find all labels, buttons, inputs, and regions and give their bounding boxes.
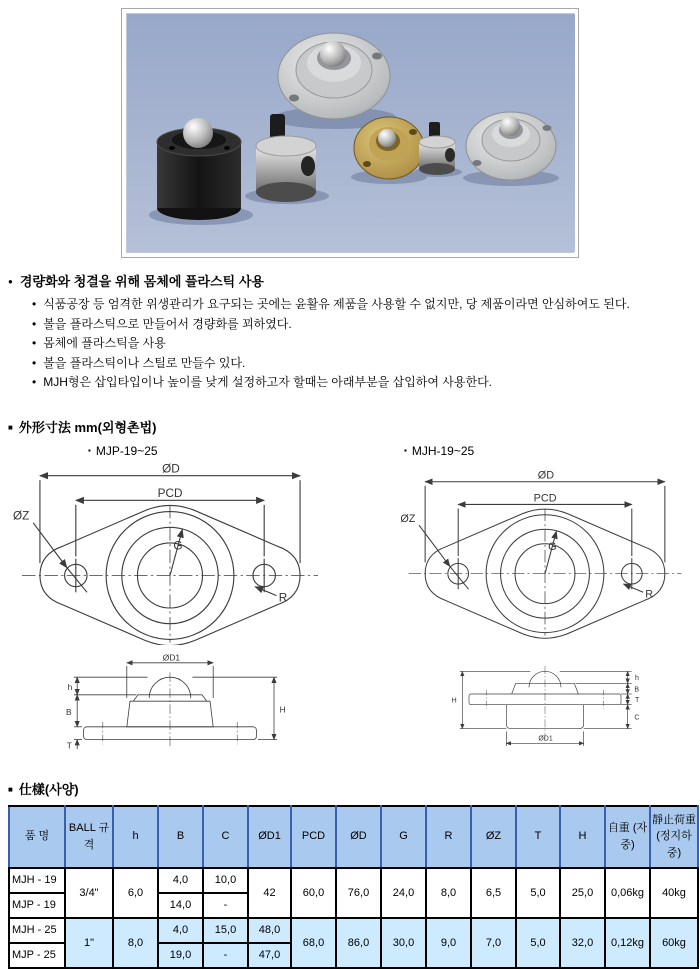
col-header-c: C bbox=[203, 806, 248, 868]
cell-hh: 25,0 bbox=[560, 868, 605, 918]
cell-h: 6,0 bbox=[113, 868, 158, 918]
dim-h-total-label: H bbox=[279, 703, 286, 714]
cell-h: 8,0 bbox=[113, 918, 158, 968]
mjh-top-view-drawing bbox=[390, 460, 700, 645]
cell-weight: 0,12kg bbox=[605, 918, 650, 968]
mjp-side-view-drawing bbox=[0, 650, 340, 750]
cell-d1: 42 bbox=[248, 868, 291, 918]
cell-name: MJH - 19 bbox=[9, 868, 65, 893]
product-photo bbox=[126, 13, 574, 253]
flange-unit-large bbox=[278, 33, 390, 119]
dim-g-label: G bbox=[548, 540, 557, 553]
product-photo-frame bbox=[121, 8, 579, 258]
cell-t: 5,0 bbox=[516, 868, 560, 918]
dim-r-label: R bbox=[278, 590, 288, 604]
table-row bbox=[9, 918, 698, 943]
col-header-h: h bbox=[113, 806, 158, 868]
cell-load: 40kg bbox=[650, 868, 698, 918]
col-header-od: ØD bbox=[336, 806, 381, 868]
ball-transfer-units-photo bbox=[127, 14, 575, 252]
cell-b: 4,0 bbox=[158, 918, 203, 943]
drawing-label-mjh: ▪ MJH-19~25 bbox=[350, 444, 700, 458]
cell-c: - bbox=[203, 943, 248, 968]
cell-d1: 48,0 bbox=[248, 918, 291, 943]
mjp-drawing-column bbox=[0, 460, 350, 755]
dim-h-label: h bbox=[67, 681, 73, 692]
col-header-oz: ØZ bbox=[471, 806, 516, 868]
mjp-top-view-drawing bbox=[0, 460, 340, 645]
col-header-r: R bbox=[426, 806, 471, 868]
dim-h-total-label: H bbox=[451, 697, 457, 705]
cell-g: 24,0 bbox=[381, 868, 426, 918]
dim-h-label: h bbox=[635, 674, 639, 682]
feature-item: • 몸체에 플라스틱을 사용 bbox=[32, 334, 700, 354]
col-header-t: T bbox=[516, 806, 560, 868]
dim-od-label: ØD bbox=[162, 461, 180, 475]
mjh-side-view-drawing bbox=[390, 650, 700, 750]
cell-b: 4,0 bbox=[158, 868, 203, 893]
flange-unit-right bbox=[466, 112, 556, 180]
feature-item: • 식품공장 등 엄격한 위생관리가 요구되는 곳에는 윤활유 제품을 사용할 수 없지만, 당 제품이라면 안심하여도 된다. bbox=[32, 295, 700, 315]
table-row bbox=[9, 868, 698, 893]
dim-pcd-label: PCD bbox=[157, 486, 183, 500]
cell-pcd: 68,0 bbox=[291, 918, 336, 968]
col-header-od1: ØD1 bbox=[248, 806, 291, 868]
col-header-g: G bbox=[381, 806, 426, 868]
cell-g: 30,0 bbox=[381, 918, 426, 968]
cell-ball: 3/4" bbox=[65, 868, 113, 918]
cell-name: MJP - 25 bbox=[9, 943, 65, 968]
dim-r-label: R bbox=[645, 587, 654, 600]
cell-d: 76,0 bbox=[336, 868, 381, 918]
ball bbox=[500, 116, 520, 136]
cell-z: 6,5 bbox=[471, 868, 516, 918]
dim-od1-label: ØD1 bbox=[538, 735, 553, 743]
cell-b: 19,0 bbox=[158, 943, 203, 968]
cell-b: 14,0 bbox=[158, 893, 203, 918]
col-header-b: B bbox=[158, 806, 203, 868]
feature-section bbox=[8, 271, 700, 393]
col-header-name: 품 명 bbox=[9, 806, 65, 868]
feature-title: ● 경량화와 청결을 위해 몸체에 플라스틱 사용 bbox=[8, 271, 700, 290]
ball bbox=[183, 118, 213, 148]
dim-b-label: B bbox=[634, 685, 640, 693]
dim-t-label: T bbox=[66, 739, 72, 750]
dim-g-label: G bbox=[173, 539, 183, 553]
cell-c: 15,0 bbox=[203, 918, 248, 943]
cell-d1: 47,0 bbox=[248, 943, 291, 968]
cell-c: - bbox=[203, 893, 248, 918]
ball bbox=[320, 41, 346, 67]
col-header-weight: 自重 (자중) bbox=[605, 806, 650, 868]
dim-pcd-label: PCD bbox=[533, 491, 557, 504]
dim-b-label: B bbox=[66, 706, 72, 717]
feature-item: • 볼을 플라스틱으로 만들어서 경량화를 꾀하였다. bbox=[32, 315, 700, 335]
cell-ball: 1" bbox=[65, 918, 113, 968]
brass-flange-unit bbox=[354, 117, 424, 179]
col-header-load: 靜止荷重 (정지하중) bbox=[650, 806, 698, 868]
ball bbox=[378, 129, 396, 147]
drawings-row bbox=[0, 460, 700, 755]
dim-od-label: ØD bbox=[537, 469, 555, 482]
cell-r: 8,0 bbox=[426, 868, 471, 918]
cell-name: MJH - 25 bbox=[9, 918, 65, 943]
cell-weight: 0,06kg bbox=[605, 868, 650, 918]
spec-table bbox=[8, 805, 699, 969]
black-cylinder-unit bbox=[157, 118, 241, 220]
cell-name: MJP - 19 bbox=[9, 893, 65, 918]
drawing-labels bbox=[0, 444, 700, 458]
cell-pcd: 60,0 bbox=[291, 868, 336, 918]
dim-t-label: T bbox=[635, 696, 640, 704]
col-header-hh: H bbox=[560, 806, 605, 868]
dimensions-section-title: ■ 外形寸法 mm(외형촌법) bbox=[8, 417, 700, 436]
feature-item: • 볼을 플라스틱이나 스틸로 만들수 있다. bbox=[32, 354, 700, 374]
spec-section-title: ■ 仕樣(사양) bbox=[8, 779, 700, 798]
feature-list bbox=[32, 295, 700, 393]
cell-t: 5,0 bbox=[516, 918, 560, 968]
cell-hh: 32,0 bbox=[560, 918, 605, 968]
table-header-row bbox=[9, 806, 698, 868]
col-header-pcd: PCD bbox=[291, 806, 336, 868]
drawing-label-mjp: ▪ MJP-19~25 bbox=[0, 444, 350, 458]
cell-d: 86,0 bbox=[336, 918, 381, 968]
col-header-ball: BALL 규격 bbox=[65, 806, 113, 868]
mjh-drawing-column bbox=[350, 460, 700, 755]
feature-item: • MJH형은 삽입타입이나 높이를 낮게 설정하고자 할때는 아래부분을 삽입하여 사용한다. bbox=[32, 373, 700, 393]
cell-c: 10,0 bbox=[203, 868, 248, 893]
cell-load: 60kg bbox=[650, 918, 698, 968]
dim-oz-label: ØZ bbox=[400, 512, 416, 525]
dim-od1-label: ØD1 bbox=[162, 651, 181, 662]
dim-c-label: C bbox=[634, 713, 640, 721]
cell-r: 9,0 bbox=[426, 918, 471, 968]
cell-z: 7,0 bbox=[471, 918, 516, 968]
dim-oz-label: ØZ bbox=[13, 508, 30, 522]
